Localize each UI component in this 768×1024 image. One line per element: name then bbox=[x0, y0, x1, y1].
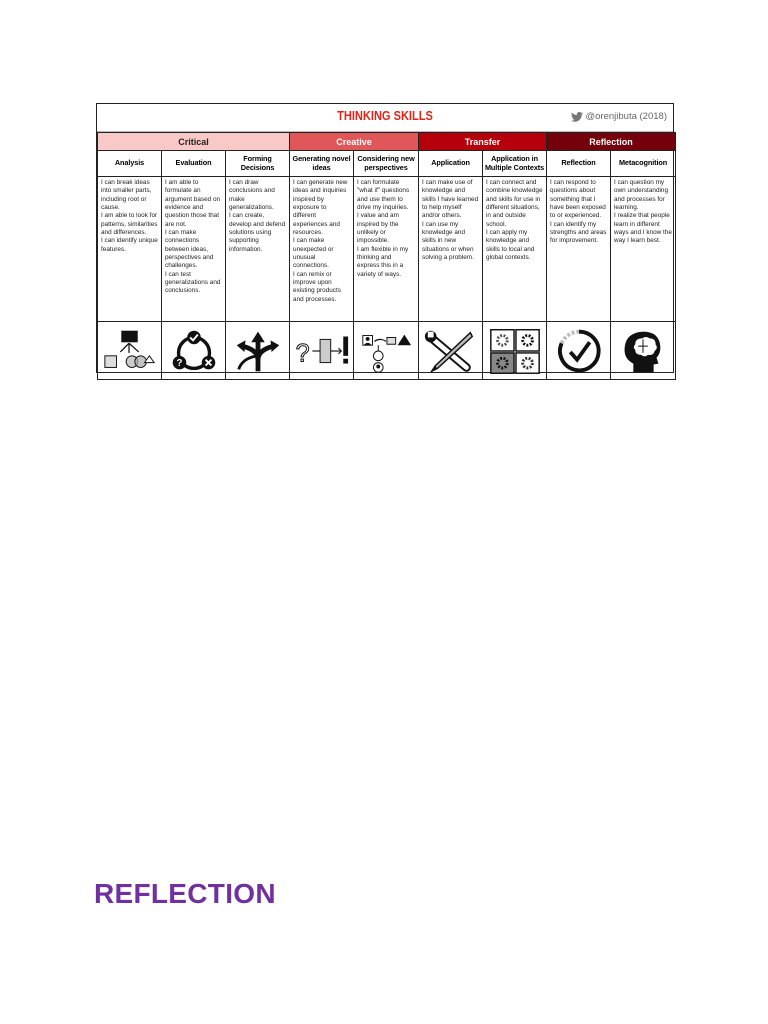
category-reflection: Reflection bbox=[547, 133, 676, 151]
skill-name: Application in Multiple Contexts bbox=[483, 151, 547, 177]
checkmark-circle-icon bbox=[550, 326, 608, 376]
head-brain-icon bbox=[614, 326, 672, 376]
skills-table bbox=[97, 132, 676, 380]
skill-description: I can generate new ideas and inquiries inspired by exposure to different experiences and resources. I can make unexpected or unusual connections. I can remix or improve upon existing products and processes. bbox=[290, 177, 354, 322]
skill-name: Generating novel ideas bbox=[290, 151, 354, 177]
category-creative: Creative bbox=[290, 133, 419, 151]
thinking-skills-infographic bbox=[96, 103, 674, 373]
section-heading: REFLECTION bbox=[94, 878, 276, 909]
skill-icon-row bbox=[98, 322, 676, 380]
skill-description: I can question my own understanding and processes for learning. I realize that people learn in different ways and I know the way I learn best. bbox=[611, 177, 676, 322]
skill-name: Reflection bbox=[547, 151, 611, 177]
skill-description: I can formulate "what if" questions and use them to drive my inquiries. I value and am inspired by the unlikely or impossible. I am flexible in my thinking and express this in a variety of ways. bbox=[354, 177, 419, 322]
skill-description-row bbox=[98, 177, 676, 322]
skill-description: I can break ideas into smaller parts, including root or cause. I am able to look for patterns, similarities and differences. I can identify unique features. bbox=[98, 177, 162, 322]
evaluation-cycle-icon bbox=[165, 326, 223, 376]
skill-name: Forming Decisions bbox=[226, 151, 290, 177]
category-transfer: Transfer bbox=[419, 133, 547, 151]
twitter-bird-icon bbox=[571, 112, 583, 122]
skill-name: Evaluation bbox=[162, 151, 226, 177]
skill-description: I can respond to questions about something that I have been exposed to or experienced. I can identify my strengths and areas for improvement. bbox=[547, 177, 611, 322]
skill-name: Analysis bbox=[98, 151, 162, 177]
category-critical: Critical bbox=[98, 133, 290, 151]
question-to-exclamation-icon bbox=[293, 326, 351, 376]
skill-description: I can make use of knowledge and skills I have learned to help myself and/or others. I can use my knowledge and skills in new situations or when solving a problem. bbox=[419, 177, 483, 322]
infographic-title-row bbox=[97, 104, 673, 132]
analysis-diagram-icon bbox=[101, 326, 159, 376]
skill-description: I can draw conclusions and make generalizations. I can create, develop and defend solutions using supporting information. bbox=[226, 177, 290, 322]
skill-description: I can connect and combine knowledge and skills for use in different situations, in and outside school. I can apply my knowledge and skills to local and global contexts. bbox=[483, 177, 547, 322]
category-row bbox=[98, 133, 676, 151]
branching-arrows-icon bbox=[229, 326, 287, 376]
svg-text:?: ? bbox=[176, 357, 182, 369]
skill-name: Metacognition bbox=[611, 151, 676, 177]
infographic-title: THINKING SKILLS bbox=[337, 108, 433, 123]
skill-description: I am able to formulate an argument based on evidence and question those that are not. I can make connections between ideas, perspectives and challenges. I can test generalizations and conclusions. bbox=[162, 177, 226, 322]
perspectives-icon bbox=[357, 326, 415, 376]
skill-name: Considering new perspectives bbox=[354, 151, 419, 177]
credit-text: @orenjibuta (2018) bbox=[585, 111, 667, 122]
gear-grid-icon bbox=[486, 326, 544, 376]
wrench-pencil-icon bbox=[422, 326, 480, 376]
skill-name: Application bbox=[419, 151, 483, 177]
skill-name-row bbox=[98, 151, 676, 177]
credit bbox=[571, 111, 667, 122]
svg-text:?: ? bbox=[295, 339, 310, 368]
